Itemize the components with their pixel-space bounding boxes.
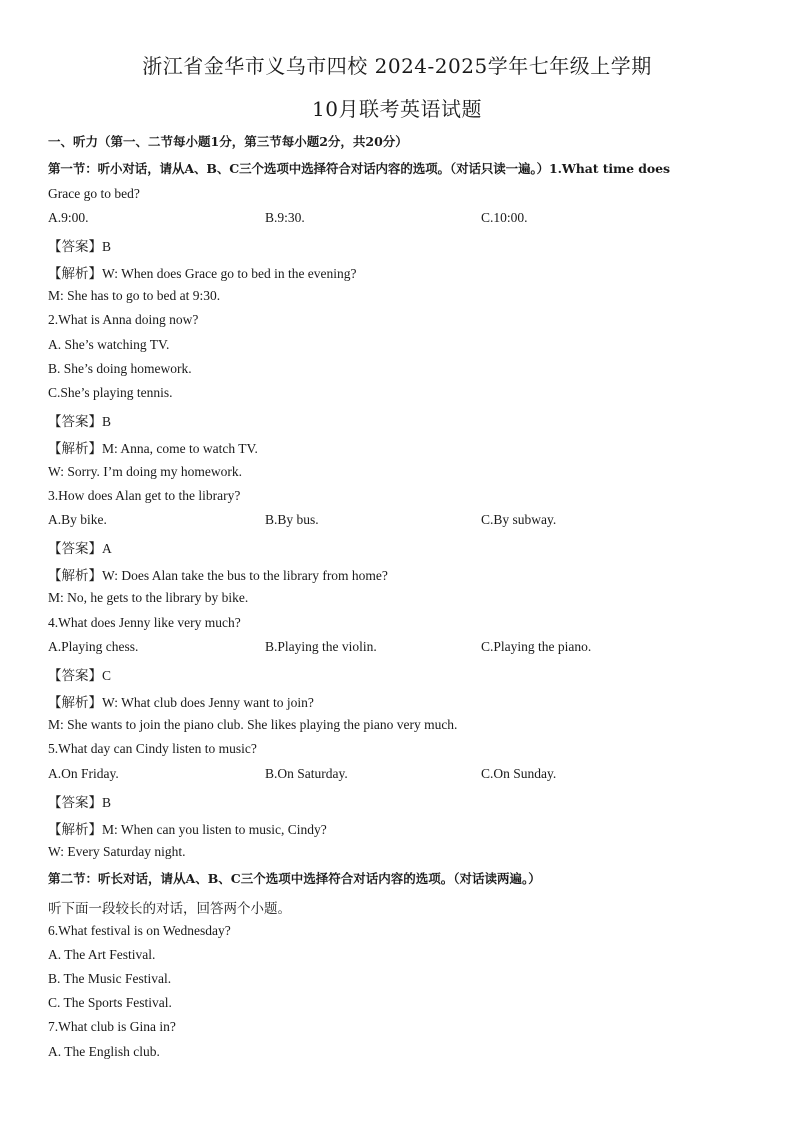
q5-option-a: A.On Friday. [48, 766, 119, 781]
q1-analysis-2: M: She has to go to bed at 9:30. [48, 288, 221, 303]
q3-option-b: B.By bus. [265, 512, 319, 527]
q1-answer: 【答案】B [48, 239, 112, 254]
q2-question: 2.What is Anna doing now? [48, 312, 199, 327]
q6-option-a: A. The Art Festival. [48, 947, 156, 962]
q6-option-c: C. The Sports Festival. [48, 995, 172, 1010]
q4-option-c: C.Playing the piano. [481, 639, 592, 654]
q4-answer: 【答案】C [48, 668, 112, 683]
q1-option-a: A.9:00. [48, 210, 89, 225]
q5-analysis: 【解析】M: When can you listen to music, Cindy? [48, 822, 327, 837]
q6-option-b: B. The Music Festival. [48, 971, 172, 986]
q6-question: 6.What festival is on Wednesday? [48, 923, 231, 938]
q5-analysis-2: W: Every Saturday night. [48, 844, 186, 859]
q7-option-a: A. The English club. [48, 1044, 160, 1059]
part1-intro-cont: Grace go to bed? [48, 186, 140, 201]
q3-option-c: C.By subway. [481, 512, 557, 527]
q1-option-c: C.10:00. [481, 210, 528, 225]
q2-analysis: 【解析】M: Anna, come to watch TV. [48, 441, 258, 456]
q5-option-b: B.On Saturday. [265, 766, 348, 781]
q2-option-c: C.She’s playing tennis. [48, 385, 173, 400]
section-heading: 一、听力（第一、二节每小题1分，第三节每小题2分，共20分） [48, 134, 408, 149]
q4-question: 4.What does Jenny like very much? [48, 615, 241, 630]
part2-intro: 第二节：听长对话，请从A、B、C三个选项中选择符合对话内容的选项。（对话读两遍。） [48, 871, 541, 886]
q3-option-a: A.By bike. [48, 512, 107, 527]
q4-option-b: B.Playing the violin. [265, 639, 377, 654]
q4-analysis-2: M: She wants to join the piano club. She likes playing the piano very much. [48, 717, 458, 732]
q7-question: 7.What club is Gina in? [48, 1019, 176, 1034]
document-title-line1: 浙江省金华市义乌市四校 2024-2025学年七年级上学期 [142, 54, 652, 78]
q4-analysis: 【解析】W: What club does Jenny want to join? [48, 695, 314, 710]
part1-intro: 第一节：听小对话，请从A、B、C三个选项中选择符合对话内容的选项。（对话只读一遍。）1.What time does [48, 161, 670, 176]
q4-option-a: A.Playing chess. [48, 639, 139, 654]
q2-option-b: B. She’s doing homework. [48, 361, 192, 376]
q3-question: 3.How does Alan get to the library? [48, 488, 241, 503]
q1-analysis: 【解析】W: When does Grace go to bed in the evening? [48, 266, 357, 281]
q2-analysis-2: W: Sorry. I’m doing my homework. [48, 464, 242, 479]
q2-option-a: A. She’s watching TV. [48, 337, 170, 352]
q2-answer: 【答案】B [48, 414, 112, 429]
q5-question: 5.What day can Cindy listen to music? [48, 741, 257, 756]
q3-analysis-2: M: No, he gets to the library by bike. [48, 590, 249, 605]
q1-option-b: B.9:30. [265, 210, 305, 225]
q5-answer: 【答案】B [48, 795, 112, 810]
q3-analysis: 【解析】W: Does Alan take the bus to the library from home? [48, 568, 388, 583]
q3-answer: 【答案】A [48, 541, 112, 556]
part2-subheading: 听下面一段较长的对话，回答两个小题。 [48, 901, 291, 916]
document-title-line2: 10月联考英语试题 [312, 97, 482, 121]
q5-option-c: C.On Sunday. [481, 766, 557, 781]
